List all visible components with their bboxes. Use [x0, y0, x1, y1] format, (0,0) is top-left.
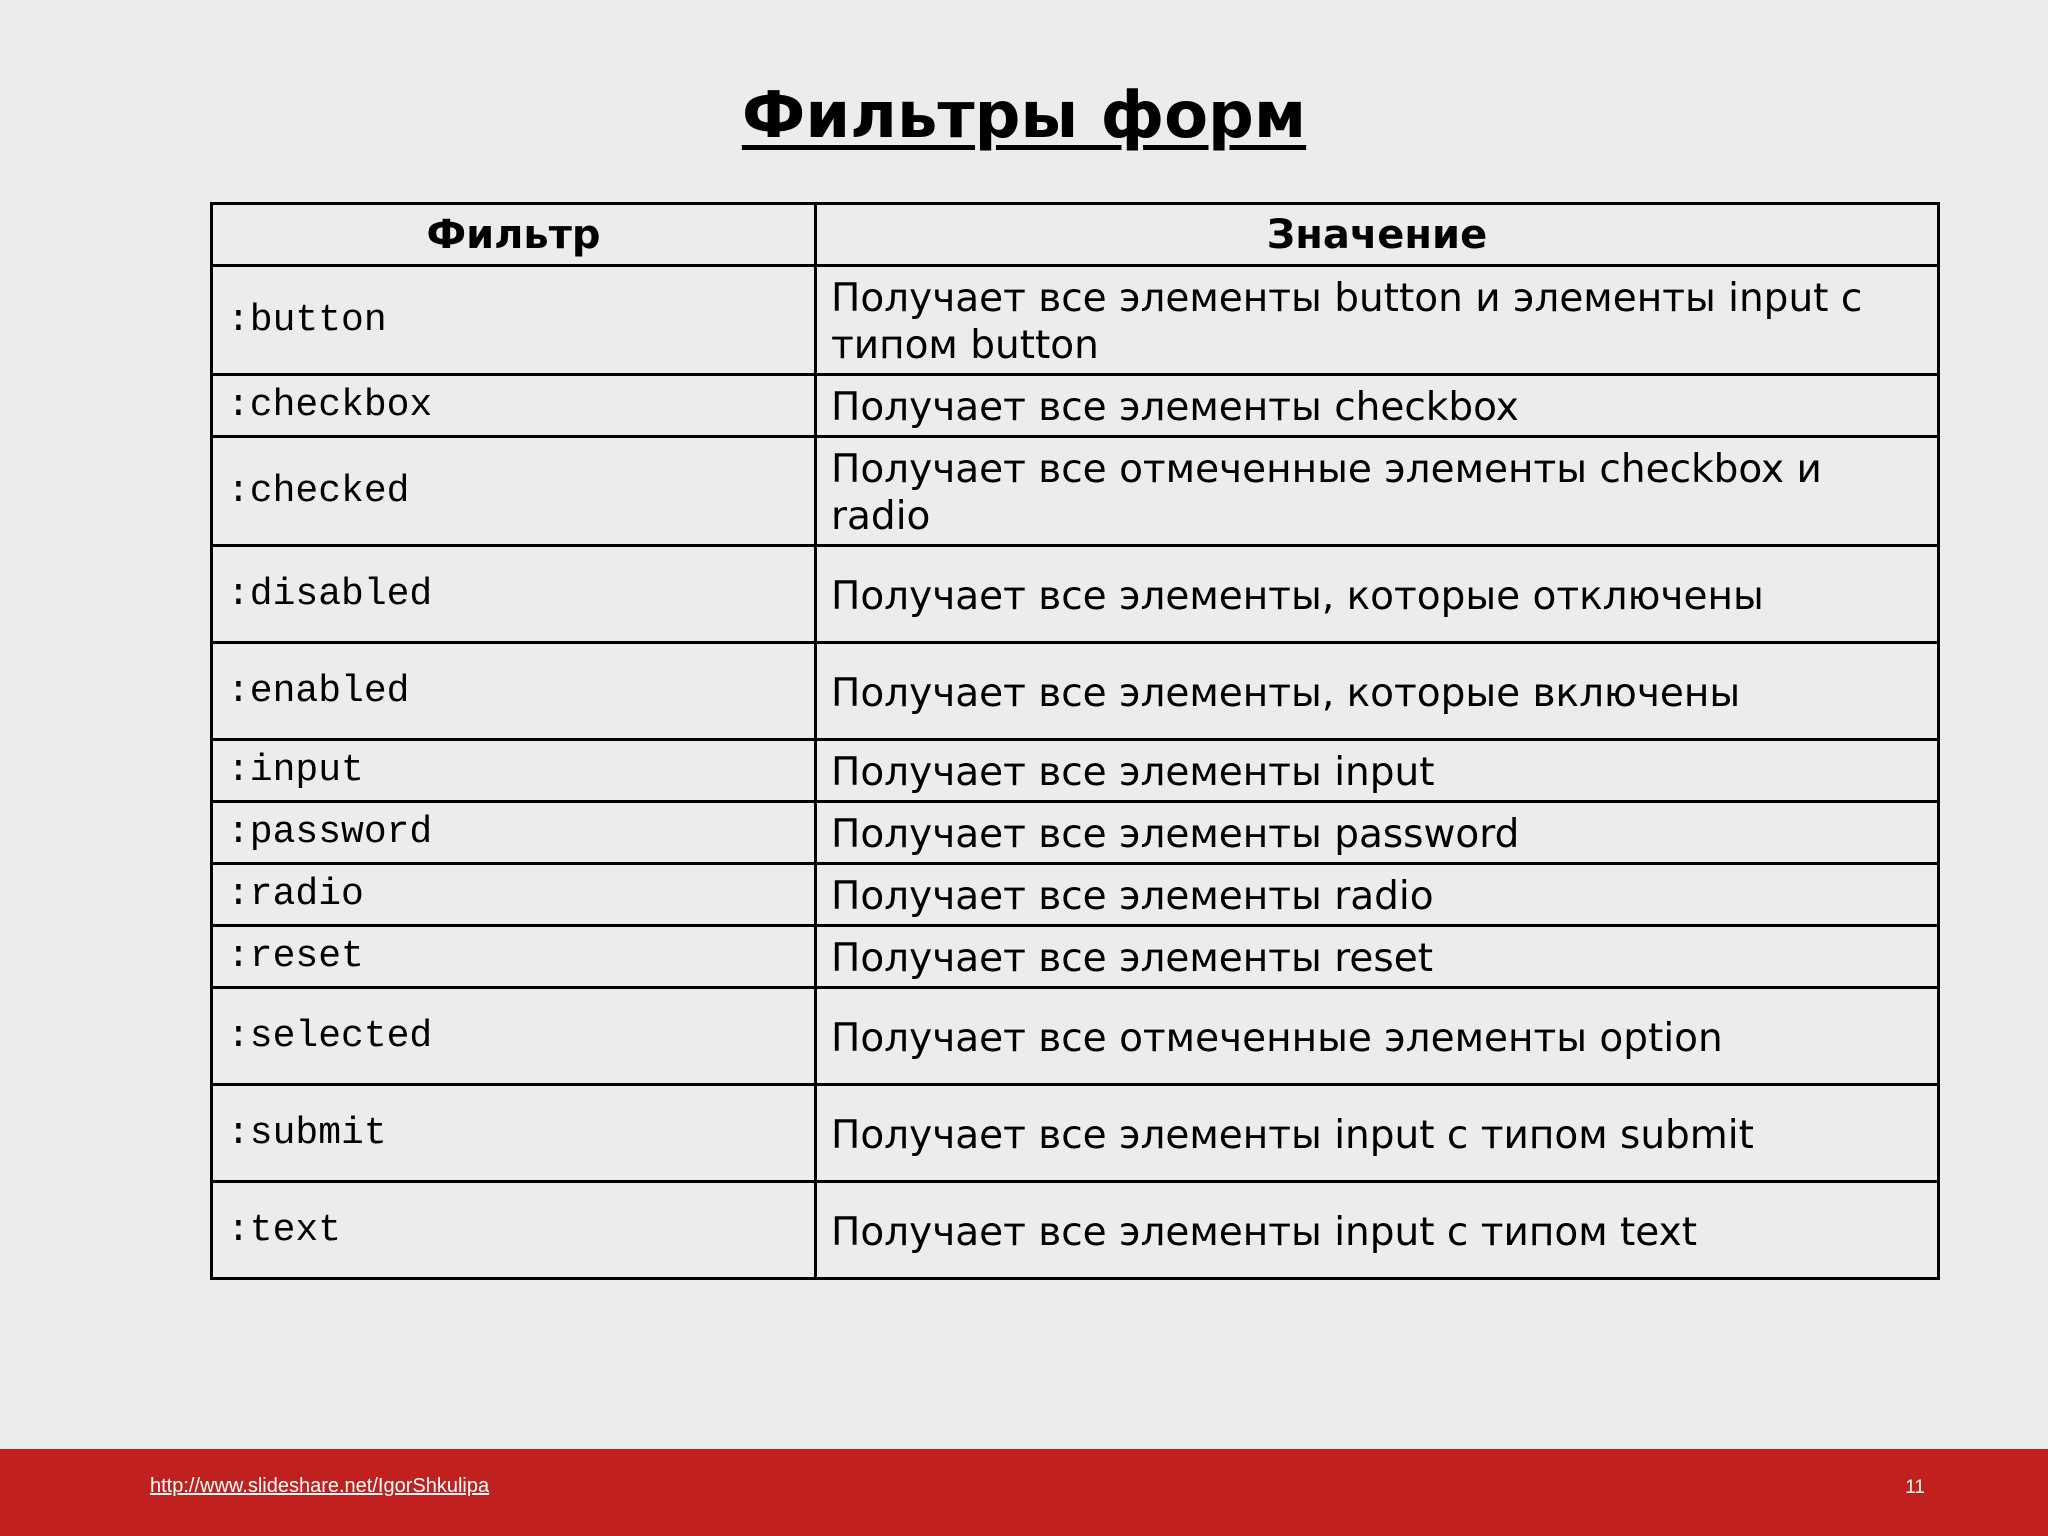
filter-cell: :checkbox [212, 375, 816, 437]
table-row [212, 437, 1939, 546]
description-cell: Получает все элементы input с типом submit [816, 1085, 1939, 1182]
filter-cell: :text [212, 1182, 816, 1279]
filter-cell: :enabled [212, 643, 816, 740]
table-row [212, 988, 1939, 1085]
description-cell: Получает все элементы button и элементы input с типом button [816, 266, 1939, 375]
filter-cell: :disabled [212, 546, 816, 643]
table-row [212, 864, 1939, 926]
filter-cell: :radio [212, 864, 816, 926]
slide-title: Фильтры форм [741, 79, 1307, 153]
description-cell: Получает все элементы, которые включены [816, 643, 1939, 740]
filter-cell: :submit [212, 1085, 816, 1182]
filters-table [210, 202, 1940, 1280]
table-row [212, 926, 1939, 988]
table-row [212, 1085, 1939, 1182]
filter-cell: :button [212, 266, 816, 375]
description-cell: Получает все элементы input с типом text [816, 1182, 1939, 1279]
column-header-filter: Фильтр [212, 204, 816, 266]
table-row [212, 266, 1939, 375]
filter-cell: :reset [212, 926, 816, 988]
column-header-description: Значение [816, 204, 1939, 266]
table-row [212, 643, 1939, 740]
description-cell: Получает все элементы input [816, 740, 1939, 802]
filter-cell: :selected [212, 988, 816, 1085]
description-cell: Получает все элементы, которые отключены [816, 546, 1939, 643]
filter-cell: :password [212, 802, 816, 864]
description-cell: Получает все элементы checkbox [816, 375, 1939, 437]
filter-cell: :checked [212, 437, 816, 546]
table-header-row [212, 204, 1939, 266]
description-cell: Получает все отмеченные элементы checkbox и radio [816, 437, 1939, 546]
footer-bar [0, 1449, 2048, 1536]
table-row [212, 802, 1939, 864]
table-row [212, 1182, 1939, 1279]
description-cell: Получает все отмеченные элементы option [816, 988, 1939, 1085]
table-row [212, 740, 1939, 802]
page-number: 11 [1905, 1477, 1925, 1498]
description-cell: Получает все элементы radio [816, 864, 1939, 926]
description-cell: Получает все элементы reset [816, 926, 1939, 988]
table-row [212, 375, 1939, 437]
footer-link[interactable]: http://www.slideshare.net/IgorShkulipa [150, 1475, 490, 1497]
filter-cell: :input [212, 740, 816, 802]
description-cell: Получает все элементы password [816, 802, 1939, 864]
table-row [212, 546, 1939, 643]
